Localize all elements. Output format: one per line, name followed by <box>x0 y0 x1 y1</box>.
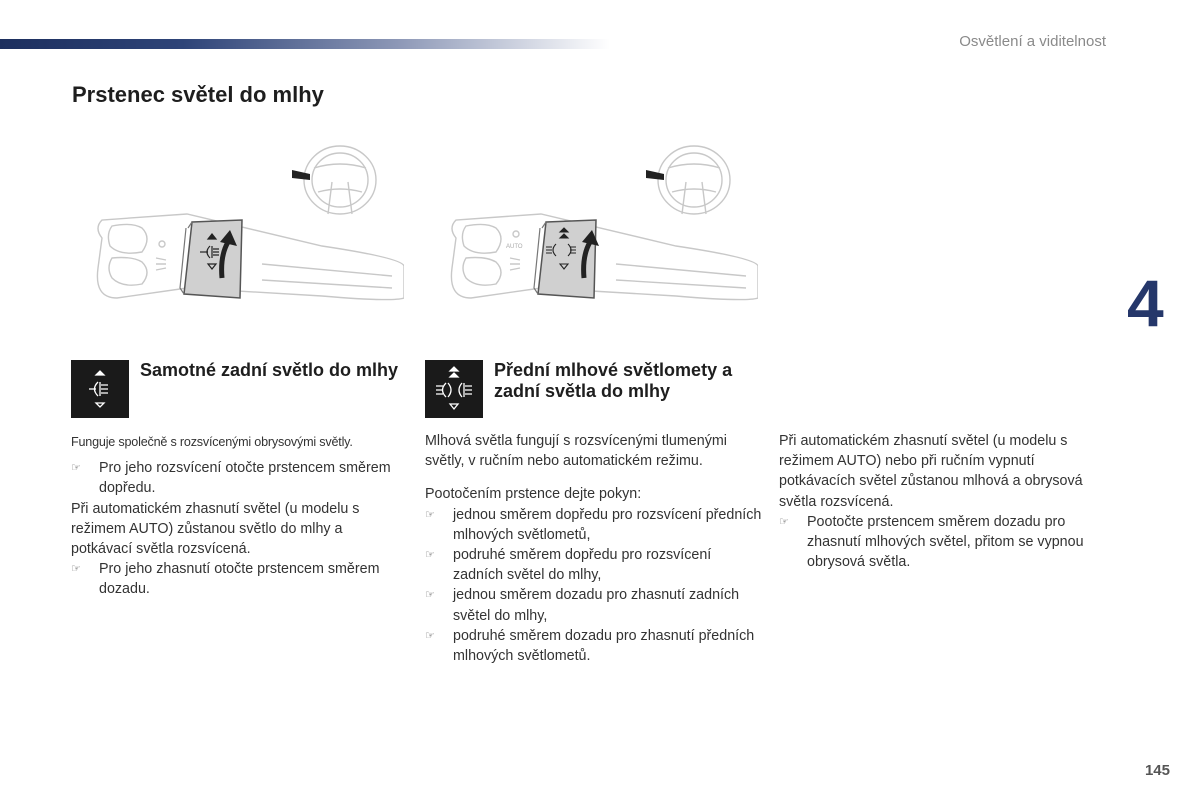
lighting-stalk-front-rear-fog-illustration <box>446 138 758 310</box>
list-item <box>71 458 401 498</box>
pointing-hand-icon: ☞ <box>779 515 789 528</box>
paragraph: Funguje společně s rozsvícenými obrysovými světly. <box>71 435 353 449</box>
list-item <box>425 626 765 666</box>
pointing-hand-icon: ☞ <box>425 629 435 642</box>
column-auto-off-note <box>779 431 1099 572</box>
front-and-rear-fog-lamps-icon <box>425 360 483 418</box>
page-title: Prstenec světel do mlhy <box>72 82 324 107</box>
pointing-hand-icon: ☞ <box>425 508 435 521</box>
list-item-text: jednou směrem dopředu pro rozsvícení předních mlhových světlometů, <box>453 506 762 543</box>
list-item-text: Pootočte prstencem směrem dozadu pro zhasnutí mlhových světel, přitom se vypnou obrysová světla. <box>807 513 1084 571</box>
list-item-text: podruhé směrem dozadu pro zhasnutí předních mlhových světlometů. <box>453 627 755 665</box>
section-heading-front-rear-fog <box>425 360 765 418</box>
pointing-hand-icon: ☞ <box>425 589 435 602</box>
section-heading-rear-fog <box>71 360 401 418</box>
list-item-text: Pro jeho zhasnutí otočte prstencem směrem dozadu. <box>99 561 380 598</box>
list-item <box>425 585 765 625</box>
pointing-hand-icon: ☞ <box>71 563 81 576</box>
column-front-rear-fog <box>425 431 765 666</box>
list-item <box>779 512 1099 573</box>
rear-fog-lamp-icon <box>71 360 129 418</box>
section-title: Samotné zadní světlo do mlhy <box>140 360 399 380</box>
paragraph: Mlhová světla fungují s rozsvícenými tlumenými světly, v ručním nebo automatickém režimu. <box>425 433 727 470</box>
auto-label: AUTO <box>506 244 523 250</box>
list-item <box>71 559 401 599</box>
chapter-title: Osvětlení a viditelnost <box>959 33 1106 50</box>
header-gradient-bar <box>0 39 610 49</box>
list-item-text: podruhé směrem dopředu pro rozsvícení zadních světel do mlhy, <box>453 547 712 584</box>
pointing-hand-icon: ☞ <box>425 549 435 562</box>
lighting-stalk-rear-fog-illustration <box>92 138 404 310</box>
paragraph: Pootočením prstence dejte pokyn: <box>425 486 642 503</box>
column-rear-fog <box>71 432 401 600</box>
section-title: Přední mlhové světlomety a zadní světla do mlhy <box>494 360 733 401</box>
paragraph: Při automatickém zhasnutí světel (u modelu s režimem AUTO) nebo při ručním vypnutí potkávacích světel zůstanou mlhová a obrysová světla rozsvícená. <box>779 433 1083 510</box>
pointing-hand-icon: ☞ <box>71 462 81 475</box>
list-item <box>425 505 765 545</box>
chapter-number: 4 <box>1127 266 1164 340</box>
paragraph: Při automatickém zhasnutí světel (u modelu s režimem AUTO) zůstanou světlo do mlhy a potkávací světla rozsvícená. <box>71 500 360 558</box>
list-item-text: Pro jeho rozsvícení otočte prstencem směrem dopředu. <box>99 460 391 497</box>
page-number: 145 <box>1144 762 1170 779</box>
list-item-text: jednou směrem dozadu pro zhasnutí zadních světel do mlhy, <box>453 587 740 624</box>
list-item <box>425 545 765 585</box>
